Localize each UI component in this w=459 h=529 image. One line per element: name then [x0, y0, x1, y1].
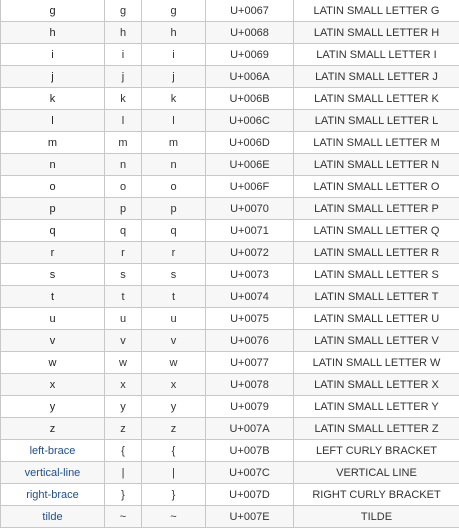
- character-cell: w: [105, 352, 142, 374]
- entity-name-cell: j: [1, 66, 105, 88]
- character-cell: m: [105, 132, 142, 154]
- table-row: [1, 198, 459, 220]
- codepoint-cell: U+006C: [206, 110, 294, 132]
- description-cell: LEFT CURLY BRACKET: [294, 440, 459, 462]
- glyph-cell: g: [142, 0, 206, 22]
- glyph-cell: u: [142, 308, 206, 330]
- character-cell: }: [105, 484, 142, 506]
- description-cell: LATIN SMALL LETTER K: [294, 88, 459, 110]
- codepoint-cell: U+006F: [206, 176, 294, 198]
- codepoint-cell: U+0075: [206, 308, 294, 330]
- glyph-cell: {: [142, 440, 206, 462]
- entity-name-cell: l: [1, 110, 105, 132]
- table-row: [1, 396, 459, 418]
- entity-name-cell: s: [1, 264, 105, 286]
- codepoint-cell: U+0078: [206, 374, 294, 396]
- table-row: [1, 242, 459, 264]
- description-cell: LATIN SMALL LETTER G: [294, 0, 459, 22]
- codepoint-cell: U+006A: [206, 66, 294, 88]
- character-cell: q: [105, 220, 142, 242]
- glyph-cell: i: [142, 44, 206, 66]
- table-row: [1, 374, 459, 396]
- table-row: [1, 418, 459, 440]
- codepoint-cell: U+007A: [206, 418, 294, 440]
- table-row: [1, 44, 459, 66]
- glyph-cell: p: [142, 198, 206, 220]
- description-cell: VERTICAL LINE: [294, 462, 459, 484]
- table-row: [1, 110, 459, 132]
- codepoint-cell: U+0076: [206, 330, 294, 352]
- codepoint-cell: U+0070: [206, 198, 294, 220]
- table-row: [1, 132, 459, 154]
- description-cell: LATIN SMALL LETTER N: [294, 154, 459, 176]
- character-cell: o: [105, 176, 142, 198]
- entity-name-cell: z: [1, 418, 105, 440]
- description-cell: LATIN SMALL LETTER S: [294, 264, 459, 286]
- description-cell: LATIN SMALL LETTER O: [294, 176, 459, 198]
- description-cell: LATIN SMALL LETTER V: [294, 330, 459, 352]
- character-cell: h: [105, 22, 142, 44]
- glyph-cell: j: [142, 66, 206, 88]
- glyph-cell: n: [142, 154, 206, 176]
- character-cell: u: [105, 308, 142, 330]
- entity-name-cell: o: [1, 176, 105, 198]
- character-cell: g: [105, 0, 142, 22]
- entity-name-cell: n: [1, 154, 105, 176]
- table-row: [1, 220, 459, 242]
- table-row: [1, 66, 459, 88]
- character-cell: x: [105, 374, 142, 396]
- table-row: [1, 0, 459, 22]
- glyph-cell: v: [142, 330, 206, 352]
- character-cell: k: [105, 88, 142, 110]
- glyph-cell: s: [142, 264, 206, 286]
- description-cell: TILDE: [294, 506, 459, 528]
- glyph-cell: o: [142, 176, 206, 198]
- codepoint-cell: U+007D: [206, 484, 294, 506]
- description-cell: LATIN SMALL LETTER R: [294, 242, 459, 264]
- entity-name-cell: g: [1, 0, 105, 22]
- description-cell: LATIN SMALL LETTER L: [294, 110, 459, 132]
- table-row: [1, 440, 459, 462]
- entity-name-link[interactable]: tilde: [1, 506, 105, 528]
- glyph-cell: k: [142, 88, 206, 110]
- description-cell: LATIN SMALL LETTER Z: [294, 418, 459, 440]
- glyph-cell: h: [142, 22, 206, 44]
- description-cell: LATIN SMALL LETTER J: [294, 66, 459, 88]
- entity-name-cell: k: [1, 88, 105, 110]
- character-cell: s: [105, 264, 142, 286]
- codepoint-cell: U+0067: [206, 0, 294, 22]
- character-cell: z: [105, 418, 142, 440]
- codepoint-cell: U+0068: [206, 22, 294, 44]
- table-row: [1, 154, 459, 176]
- description-cell: LATIN SMALL LETTER U: [294, 308, 459, 330]
- codepoint-cell: U+007B: [206, 440, 294, 462]
- description-cell: LATIN SMALL LETTER T: [294, 286, 459, 308]
- character-cell: i: [105, 44, 142, 66]
- entity-name-cell: p: [1, 198, 105, 220]
- table-row: [1, 330, 459, 352]
- table-row: [1, 264, 459, 286]
- description-cell: LATIN SMALL LETTER M: [294, 132, 459, 154]
- entity-name-cell: h: [1, 22, 105, 44]
- codepoint-cell: U+007C: [206, 462, 294, 484]
- glyph-cell: q: [142, 220, 206, 242]
- glyph-cell: w: [142, 352, 206, 374]
- description-cell: LATIN SMALL LETTER I: [294, 44, 459, 66]
- codepoint-cell: U+0079: [206, 396, 294, 418]
- entity-name-cell: v: [1, 330, 105, 352]
- entity-name-cell: r: [1, 242, 105, 264]
- entity-name-link[interactable]: right-brace: [1, 484, 105, 506]
- description-cell: LATIN SMALL LETTER W: [294, 352, 459, 374]
- character-cell: {: [105, 440, 142, 462]
- table-row: [1, 286, 459, 308]
- entity-name-link[interactable]: vertical-line: [1, 462, 105, 484]
- glyph-cell: t: [142, 286, 206, 308]
- codepoint-cell: U+007E: [206, 506, 294, 528]
- glyph-cell: x: [142, 374, 206, 396]
- character-table-body: [1, 0, 459, 528]
- codepoint-cell: U+0074: [206, 286, 294, 308]
- character-cell: ~: [105, 506, 142, 528]
- character-cell: l: [105, 110, 142, 132]
- codepoint-cell: U+0071: [206, 220, 294, 242]
- codepoint-cell: U+0077: [206, 352, 294, 374]
- description-cell: LATIN SMALL LETTER H: [294, 22, 459, 44]
- entity-name-cell: m: [1, 132, 105, 154]
- character-cell: p: [105, 198, 142, 220]
- character-cell: t: [105, 286, 142, 308]
- entity-name-cell: w: [1, 352, 105, 374]
- character-cell: n: [105, 154, 142, 176]
- character-cell: j: [105, 66, 142, 88]
- table-row: [1, 88, 459, 110]
- table-row: [1, 308, 459, 330]
- table-row: [1, 462, 459, 484]
- glyph-cell: z: [142, 418, 206, 440]
- codepoint-cell: U+006B: [206, 88, 294, 110]
- glyph-cell: ~: [142, 506, 206, 528]
- glyph-cell: r: [142, 242, 206, 264]
- entity-name-cell: x: [1, 374, 105, 396]
- character-cell: |: [105, 462, 142, 484]
- description-cell: RIGHT CURLY BRACKET: [294, 484, 459, 506]
- table-row: [1, 484, 459, 506]
- entity-name-cell: t: [1, 286, 105, 308]
- table-row: [1, 506, 459, 528]
- character-cell: v: [105, 330, 142, 352]
- table-row: [1, 22, 459, 44]
- character-cell: r: [105, 242, 142, 264]
- codepoint-cell: U+006D: [206, 132, 294, 154]
- character-cell: y: [105, 396, 142, 418]
- entity-name-cell: y: [1, 396, 105, 418]
- description-cell: LATIN SMALL LETTER P: [294, 198, 459, 220]
- codepoint-cell: U+0069: [206, 44, 294, 66]
- codepoint-cell: U+0072: [206, 242, 294, 264]
- description-cell: LATIN SMALL LETTER X: [294, 374, 459, 396]
- entity-name-cell: u: [1, 308, 105, 330]
- codepoint-cell: U+0073: [206, 264, 294, 286]
- description-cell: LATIN SMALL LETTER Q: [294, 220, 459, 242]
- glyph-cell: }: [142, 484, 206, 506]
- table-row: [1, 176, 459, 198]
- entity-name-cell: i: [1, 44, 105, 66]
- glyph-cell: m: [142, 132, 206, 154]
- glyph-cell: l: [142, 110, 206, 132]
- codepoint-cell: U+006E: [206, 154, 294, 176]
- glyph-cell: y: [142, 396, 206, 418]
- glyph-cell: |: [142, 462, 206, 484]
- entity-name-link[interactable]: left-brace: [1, 440, 105, 462]
- description-cell: LATIN SMALL LETTER Y: [294, 396, 459, 418]
- table-row: [1, 352, 459, 374]
- entity-name-cell: q: [1, 220, 105, 242]
